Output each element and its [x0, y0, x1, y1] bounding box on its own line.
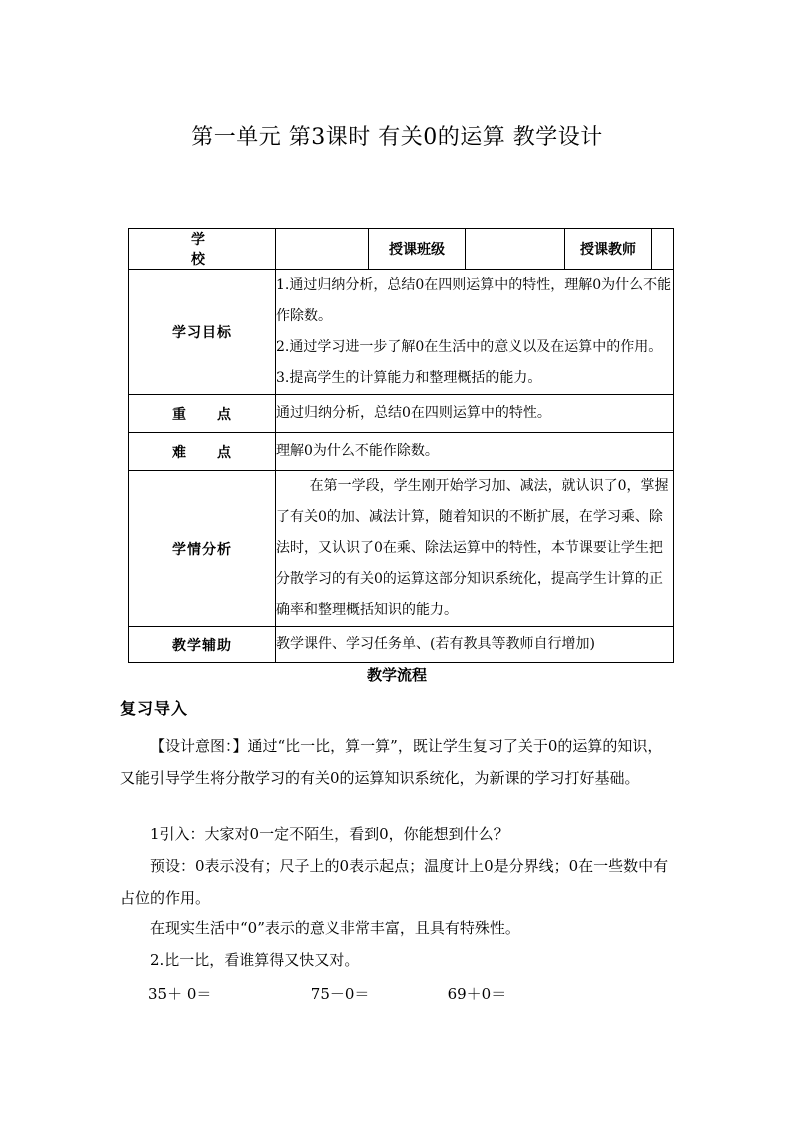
class-value — [466, 229, 565, 270]
preset-paragraph: 预设：0表示没有；尺子上的0表示起点；温度计上0是分界线；0在一些数中有占位的作用。 — [120, 857, 669, 907]
school-label: 学 校 — [129, 229, 276, 270]
difficulty-text: 理解0为什么不能作除数。 — [276, 433, 674, 471]
key-point-text: 通过归纳分析，总结0在四则运算中的特性。 — [276, 395, 674, 433]
aids-label: 教学辅助 — [129, 627, 276, 663]
goal-item: 1.通过归纳分析，总结0在四则运算中的特性，理解0为什么不能作除数。 — [276, 277, 672, 324]
table-row — [129, 433, 674, 471]
goal-item: 2.通过学习进一步了解0在生活中的意义以及在运算中的作用。 — [276, 339, 663, 355]
lesson-info-table — [128, 228, 674, 663]
goals-label: 学习目标 — [129, 270, 276, 395]
key-point-label: 重 点 — [129, 395, 276, 433]
analysis-text: 在第一学段，学生刚开始学习加、减法，就认识了0，掌握了有关0的加、减法计算，随着知识的不断扩展，在学习乘、除法时，又认识了0在乘、除法运算中的特性，本节课要让学生把分散学习的有关0的运算这部分知识系统化，提高学生计算的正确率和整理概括知识的能力。 — [276, 471, 674, 627]
table-row — [129, 395, 674, 433]
goals-cell — [276, 270, 674, 395]
teacher-value — [652, 229, 674, 270]
table-row — [129, 471, 674, 627]
equation: 75－0＝ — [310, 985, 370, 1003]
difficulty-label: 难 点 — [129, 433, 276, 471]
class-label: 授课班级 — [369, 229, 466, 270]
table-row — [129, 229, 674, 270]
equation: 35＋ 0＝ — [148, 985, 212, 1003]
equation-row — [148, 978, 506, 1010]
teacher-label: 授课教师 — [565, 229, 652, 270]
intro-paragraph: 1引入：大家对0一定不陌生，看到0，你能想到什么？ — [150, 825, 509, 843]
compare-paragraph: 2.比一比，看谁算得又快又对。 — [150, 951, 360, 969]
table-row — [129, 270, 674, 395]
table-row — [129, 627, 674, 663]
goal-item: 3.提高学生的计算能力和整理概括的能力。 — [276, 370, 542, 386]
section-heading: 复习导入 — [120, 699, 189, 718]
aids-text: 教学课件、学习任务单、(若有教具等教师自行增加) — [276, 627, 674, 663]
analysis-label: 学情分析 — [129, 471, 276, 627]
equation: 69＋0＝ — [447, 985, 507, 1003]
flow-title: 教学流程 — [366, 666, 427, 684]
design-intent: 【设计意图：】通过“比一比，算一算”，既让学生复习了关于0的运算的知识，又能引导学生将分散学习的有关0的运算知识系统化，为新课的学习打好基础。 — [120, 737, 663, 787]
document-title: 第一单元 第3课时 有关0的运算 教学设计 — [191, 125, 603, 150]
reality-paragraph: 在现实生活中“0”表示的意义非常丰富，且具有特殊性。 — [150, 919, 520, 937]
